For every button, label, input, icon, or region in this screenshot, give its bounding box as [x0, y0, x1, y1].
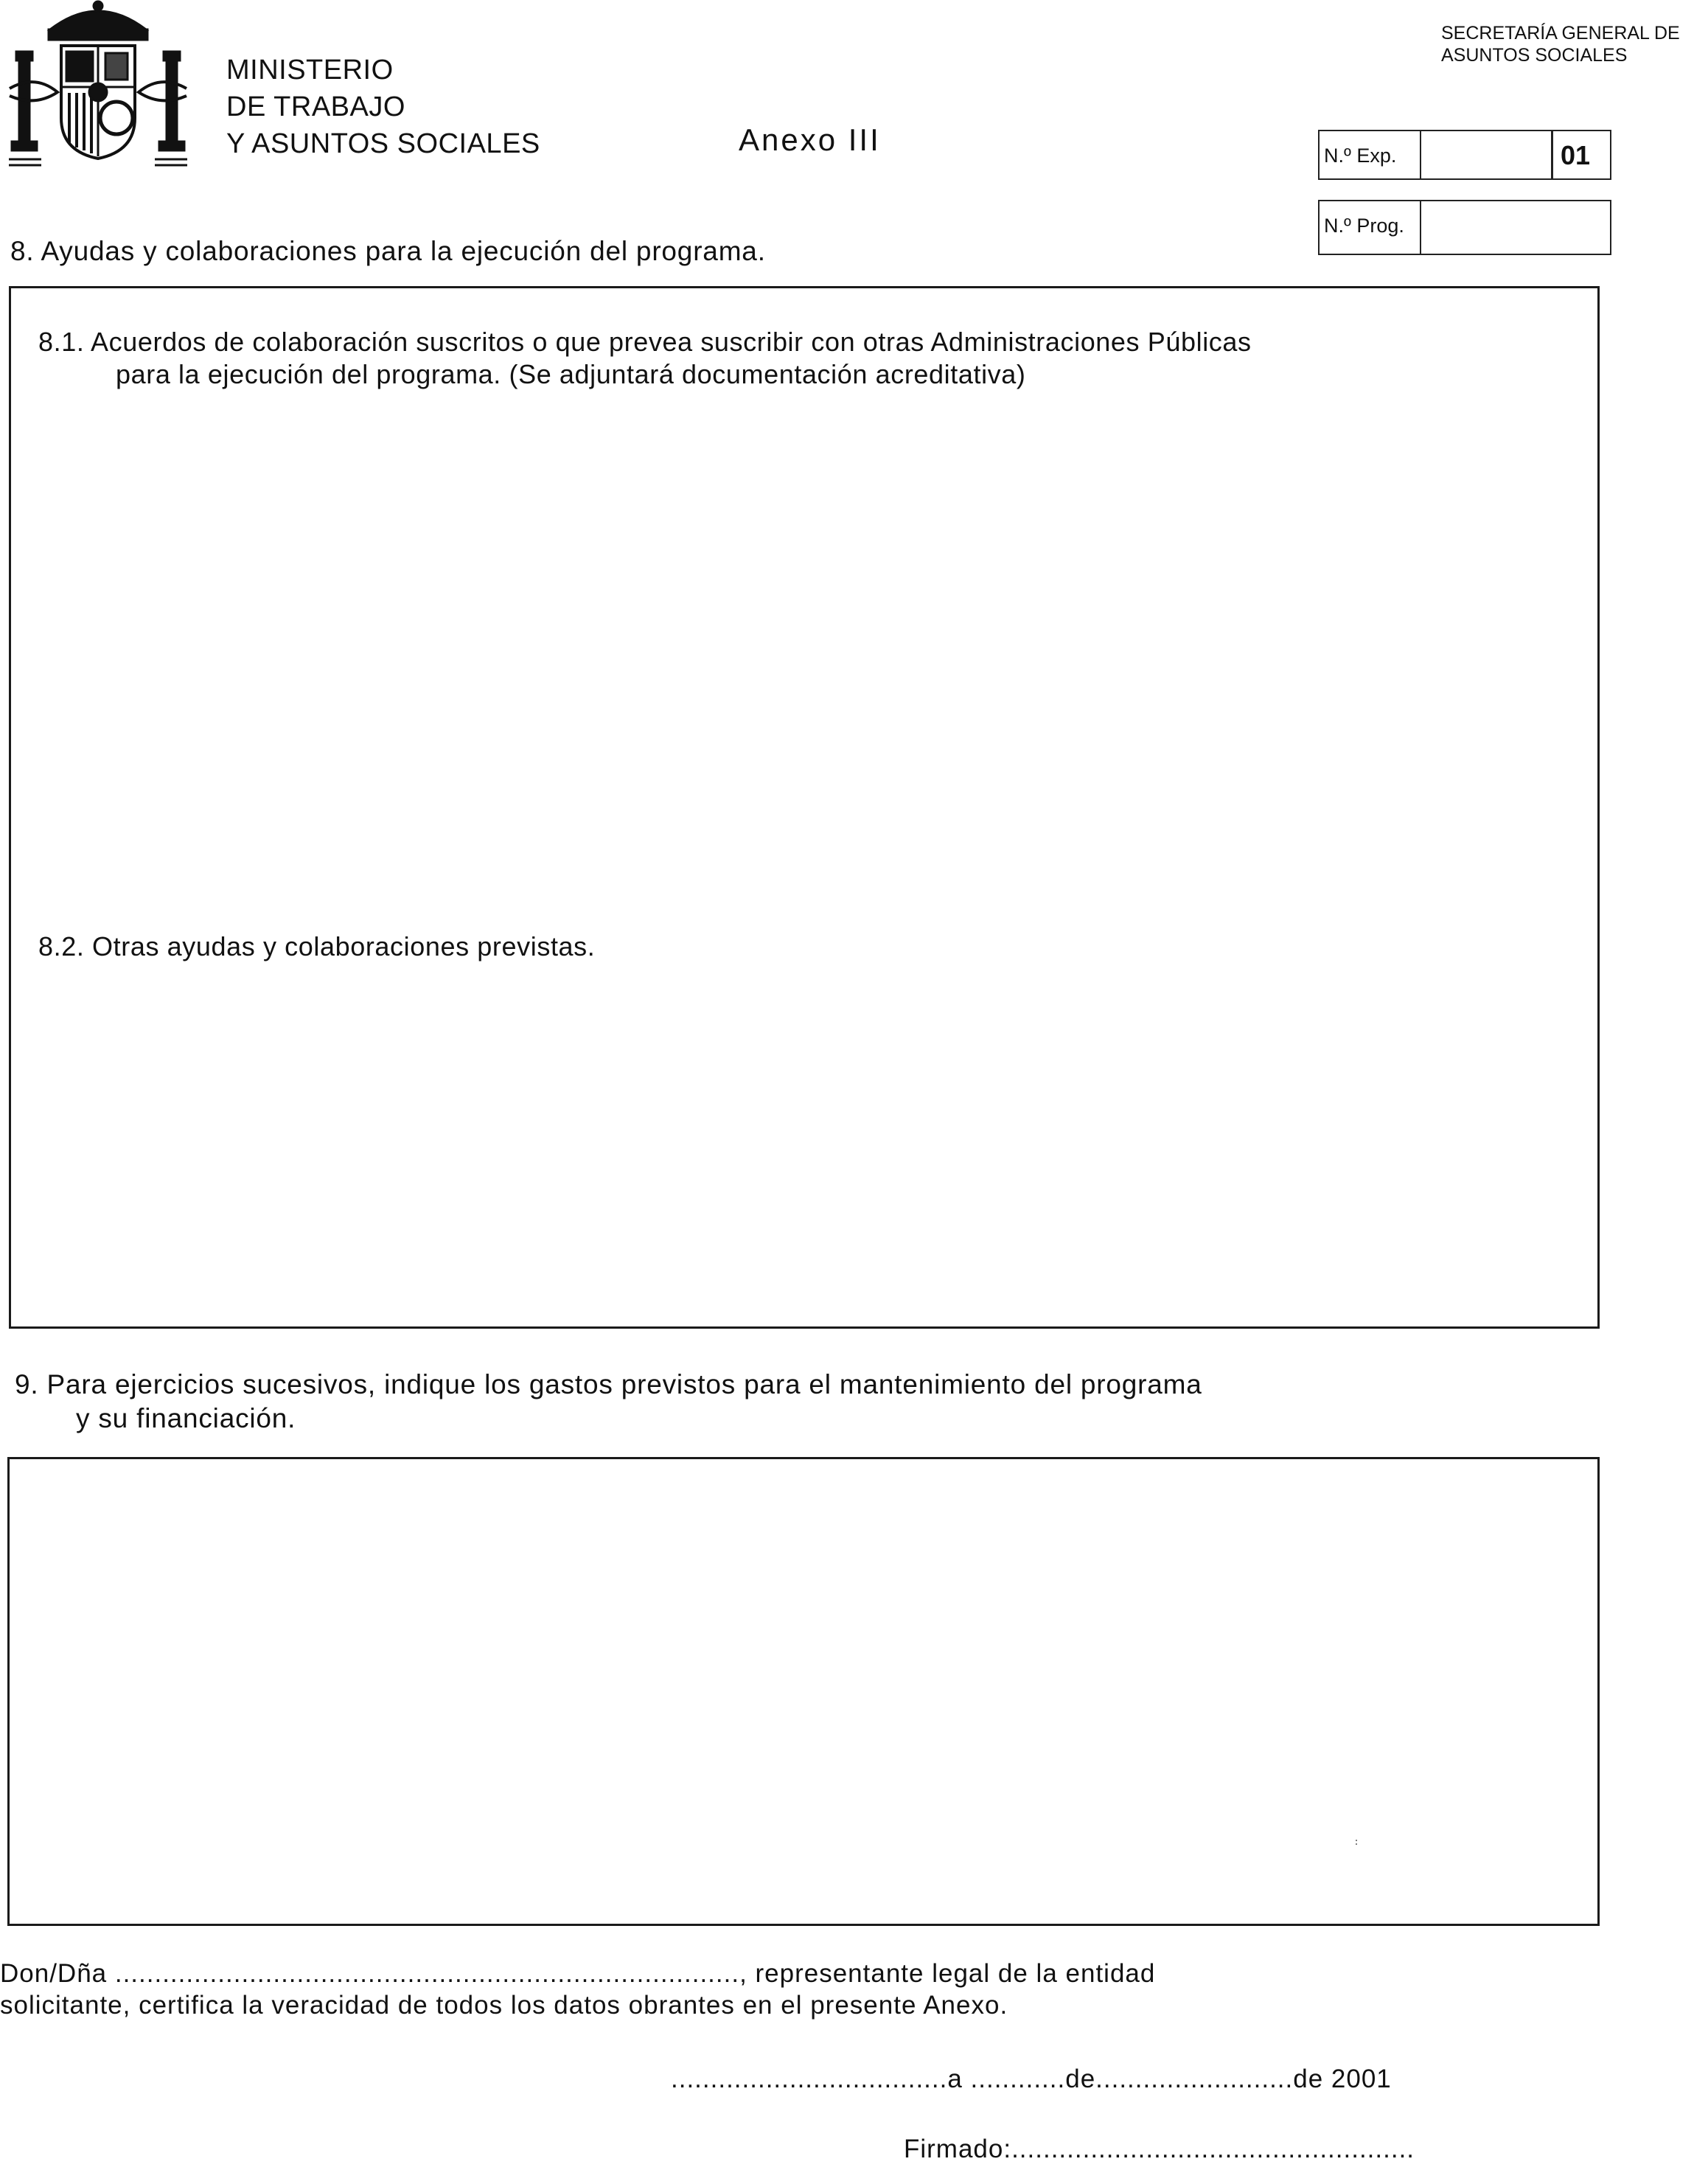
exp-code: 01 — [1561, 140, 1591, 170]
scan-speck — [1355, 1839, 1358, 1846]
section-9-box[interactable] — [7, 1457, 1600, 1926]
prog-number-label: N.º Prog. — [1324, 215, 1404, 237]
ministry-name — [226, 52, 540, 162]
ministry-line-1: MINISTERIO — [226, 55, 394, 86]
certification-line-2: solicitante, certifica la veracidad de todos los datos obrantes en el presente Anexo. — [0, 1991, 1008, 2020]
secretaria-heading — [1441, 22, 1680, 66]
certification-line-1: Don/Dña ..............................................................................., representante legal de la entidad — [0, 1959, 1156, 1988]
secretaria-line-1: SECRETARÍA GENERAL DE — [1441, 23, 1680, 44]
exp-number-label: N.º Exp. — [1324, 145, 1397, 167]
prog-number-field[interactable] — [1318, 200, 1611, 255]
section-8-title: 8. Ayudas y colaboraciones para la ejecución del programa. — [10, 236, 766, 266]
secretaria-line-2: ASUNTOS SOCIALES — [1441, 45, 1628, 66]
spanish-coat-of-arms-icon — [6, 0, 190, 171]
exp-code-cell — [1551, 131, 1610, 178]
section-8-box[interactable] — [9, 286, 1600, 1329]
date-line: ...................................a ............de.........................de 2001 — [671, 2065, 1392, 2093]
ministry-line-2: DE TRABAJO — [226, 91, 405, 122]
item-8-2: 8.2. Otras ayudas y colaboraciones previstas. — [38, 931, 596, 961]
exp-number-field[interactable] — [1318, 130, 1611, 180]
annex-title: Anexo III — [739, 122, 881, 157]
divider — [1420, 201, 1421, 254]
signature-line: Firmado:................................................... — [904, 2135, 1415, 2163]
section-9-title-line-1: 9. Para ejercicios sucesivos, indique los gastos previstos para el mantenimiento del programa — [15, 1369, 1202, 1399]
ministry-line-3: Y ASUNTOS SOCIALES — [226, 128, 540, 159]
section-9-title-line-2: y su financiación. — [76, 1403, 296, 1433]
item-8-1-line-2: para la ejecución del programa. (Se adjuntará documentación acreditativa) — [116, 359, 1026, 389]
divider — [1420, 131, 1421, 178]
item-8-1-line-1: 8.1. Acuerdos de colaboración suscritos o que prevea suscribir con otras Administraciones Públicas — [38, 327, 1252, 357]
